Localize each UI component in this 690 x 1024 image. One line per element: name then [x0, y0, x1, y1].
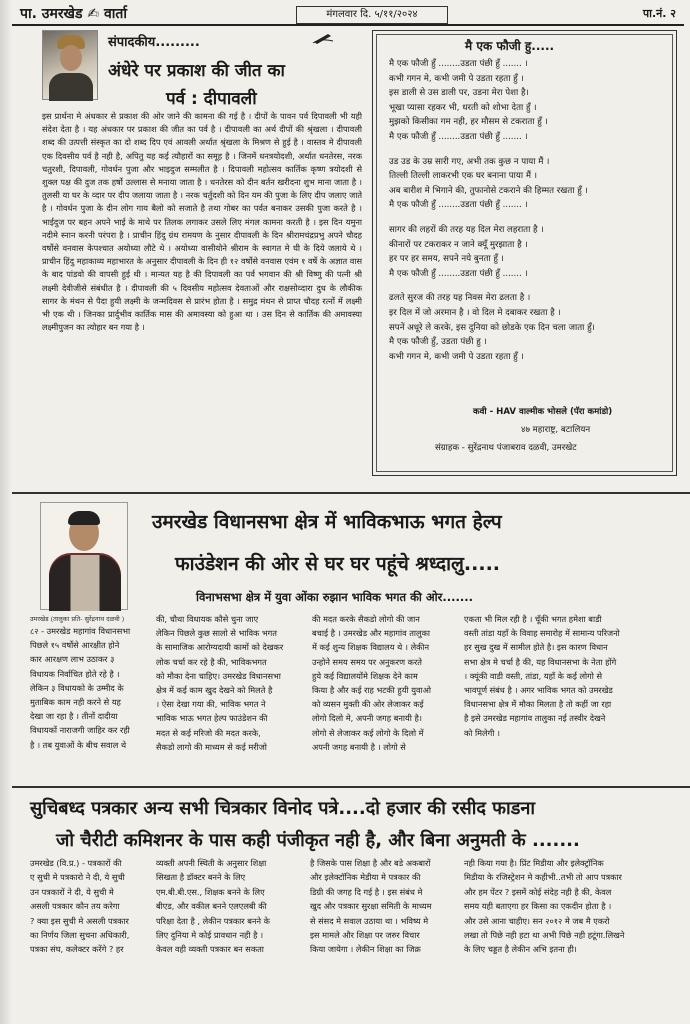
poem-line: कभी गगन मे, कभी जमी पे उडता रहता हुँ । [389, 351, 524, 362]
poem-line: तिल्ली तिल्ली लाकरभी एक घर बनाना पाया मैं । [389, 171, 537, 182]
article3-column-2: व्यक्ती अपनी स्थिती के अनुसार शिक्षा सिखता है डॉक्टर बनने के लिए एम.बी.बी.एस., शिक्षक बनने के लिए बीएड, और वकील बनने एलएलबी की परिक्षा देता है , लेकीन पत्रकार बनने के लिए दुनिया मे कोई प्रावधान नही है । केवल वही व्यक्ती पत्रकार बन सकता [156, 858, 270, 955]
editorial-headline-line2: पर्व : दीपावली [166, 89, 257, 109]
section-divider [12, 492, 690, 494]
poem-box [372, 30, 677, 476]
poem-author: कवी - HAV वाल्मीक भोसले (पॅरा कमांडो) [473, 407, 613, 417]
stanza-gap [389, 213, 659, 223]
article2-column-2: की, चौथा विधायक कौसे चुना जाए लेकिन पिछले कुछ सालो से भाविक भगत के सामाजिक आरोग्यदायी कामों को देखकर लोक चर्चा कर रहे है की, भाविकभगत को मौका देना चाहिए। उमरखेड विधानसभा क्षेत्र में कई काम खुद देखने को मिलते है । ऐसा देखा गया की, भाविक भगत ने भाविक भाऊ भगत हेल्प फाउंडेशन की मदत से कई मरिजो की मदत करके, सैकडो लागो की माध्यम से कई मरीजो [156, 614, 284, 752]
poem-line: मै एक फौजी हुँ, उडता पंछी हु । [389, 337, 487, 348]
page-edge-shadow [0, 0, 12, 1024]
article2-column-3: की मदत करके सैकडो लोगो की जान बचाई है । उमरखेड और महागांव तालुका में कई शुन्य शिक्षक विद्यालय थे । लेकीन उन्होने समय समय पर अनुकरण करते हुये कई विद्यालयोंमे शिक्षक देने काम किया है और कई राह भटकी हुयी युवाओ को व्यसन मुक्ती की ओर लेजाकर कई लोगो दिलो मे, अपनी जगह बनायी है। लोगो से लेजाकर कई लोगो के दिलो में अपनी जगह बनायी है । लोगो से [312, 614, 431, 752]
poem-line: ढलते सुरज की तरह यह निवस मेरा ढलता है । [389, 293, 531, 304]
article2-headline-line1: उमरखेड विधानसभा क्षेत्र में भाविकभाऊ भगत हेल्प [152, 511, 502, 533]
poem-line: हर पर हर समय, सपने नये बुनता हुँ । [389, 254, 504, 265]
editorial-headline-line1: अंधेरे पर प्रकाश की जीत का [108, 61, 285, 81]
article2-headline-line2: फाउंडेशन की ओर से घर घर पहूंचे श्रध्दालु..... [175, 553, 501, 575]
article2-column-4: एकता भी मिल रही है । चूँकी भगत हमेशा बाडी वस्ती तांडा यहाँ के विवाह समारोह में सामान्य परिजनो हर सुख दुख में सामील होते है। इस कारण विधान सभा क्षेत्र मे चर्चा है की, यह विधानसभा के नेता होंगे । क्यूंकी वाडी वस्ती, तांडा, यहाँ के कई लोगो से भावपूर्ण संबंध है । अगर भाविक भगत को उमरखेड विधानसभा क्षेत्र में मौका मिलता है तो कहीं जा रहा है इसे उमरखेड महागांव तालुका नई तस्वीर देखने को मिलेगी । [464, 614, 620, 738]
poem-unit: ४७ महाराष्ट्र, बटालियन [521, 425, 591, 435]
poem-compiler: संग्राहक - सुरेंद्रनाथ पंजाबराव दळवी, उमरखेट [435, 443, 577, 453]
article2-photo-caption: उमरखेड (तालुका प्रति- सुरेंद्रनाथ दळवी ) [30, 615, 125, 623]
editorial-label: संपादकीय......... [108, 35, 200, 50]
article3-column-4: नही किया गया है। प्रिंट मिडीया और इलेक्ट्रॉनिक मिडीया के रजिस्ट्रेशन मे कहीभी..तभी तो आप पत्रकार और हम पेंटर ? इसमें कोई संदेह नही है की, केवल समय यही बताएगा हर किसा का एकदीन होता है । और उसे आना चाहीए। सन २०१२ मे जब मै एकरो लखा तो पिछे नही हटा था अभी पिछे नही हटूंगा.लिखने के लिए चड्डत है लेकीन अभि इतना ही। [464, 858, 625, 955]
poem-line: कभी गगन मे, कभी जमी पे उडता रहता हुँ । [389, 73, 524, 84]
masthead [12, 2, 684, 26]
editorial-section [42, 30, 362, 482]
article3-column-1: उमरखेड (वि.प्र.) - पत्रकारों की ए सुची मे पत्रकारो ने दी, ये सुची उन पत्रकारों ने दी, ये सुची मे असली पत्रकार कौन तय करेगा ? क्या इस सुची मे असली पत्रकार का निर्णय जिला सुचना अधिकारी, पत्रका संघ, कलेक्टर करेंगे ? हर [30, 858, 130, 955]
newspaper-name: पा. उमरखेड ✍ वार्ता [20, 6, 127, 22]
article2-photo [40, 502, 128, 610]
poem-line: मै एक फौजी हुँ ........उडता पंछी हुँ ....... । [389, 59, 528, 69]
poem-line: मै एक फौजी हुँ ........उडता पंछी हुँ ....... । [389, 200, 528, 211]
poem-line: इर दिल में जो अरमान है । वो दिल मे दबाकर रखता है । [389, 307, 561, 318]
stanza-gap [389, 281, 659, 291]
poem-line: भूखा प्यासा रहकर भी, धरती को शोभा देता हुँ । [389, 102, 537, 113]
editorial-body: इस प्रार्थना मे अंधकार से प्रकाश की ओर जाने की कामना की गई है । दीपों के पावन पर्व दिपावली भी यही संदेश देता है । यह अंधकार पर प्रकाश की जीत का पर्व है । दीपावली का अर्थ दीपों की श्रृंखला । दीपावली शब्द की उत्पत्ती संस्कृत का दो शब्द दिप एवं आवली अर्थात श्रृंखला के मिश्रण से हुई है । वास्तव मे दीपावली एक दिवसीय पर्व है नही है, अपितु यह कई त्यौहारों का समूह है । जिनमें धनत्रयोदशी, अर्थात धनतेरस, नरक चतुरशी, दिपावली, गोवर्धन पुजा और भाइदुज सम्मलीत है । दिपावली महोत्सव कार्तिक कृष्ण त्रयोदशी से शुक्ल पक्ष की दुज तक हर्षो उल्लास से मनाया जाता है । धनतेरस को दीन बर्तन खरीदना शुभ माना जाता है । तुलसी या घर के व्दार पर दीप जलाया जाता है । नरक चर्तुदशी को दिन यम की पुजा के लिए दीप जलाए जाते है । गोवर्धन पुजा के दीन लोग गाय बैलो को सजाते है तथा गोबर का पर्वत बनाकर उसकी पुजा करते है । भाईदुज पर बहन अपने भाई के माथे पर तिलक लगाकर उसले लिए मंगल कामना करती है । इस दिन यमुना नदीमे स्नान करनी परंपरा है । प्राचीन हिंदु ग्रंथ रामयण के नुसार दीपावली के दिन श्रीरामचंद्रप्रभु अपने चौदह वर्षोसे वनवास केपश्चात अयोध्या लौटे थे । अयोध्या वासीयोने श्रीराम के स्वागत मे घी के दिये जलाये थे । प्राचीन हिंदु महाकाव्य महाभारत के अनुसार दीपावली के दिन ही १२ वर्षोसे वनवास एवंम १ वर्षे के अज्ञात वास के बाद पांडवो की वापसी हुई थी । मान्यत यह है की दिपावली का पर्व भगवान की श्री विष्णु की पत्नी श्री लक्ष्मी देवीजीसे संबंधीत है । दीपावली की ५ दिवसीय महोत्सव देवताओं और राक्षसोव्दारा दुध के लौकीक सागर के मंथन से पैदा हुयी लक्ष्मी के जन्मदिवस से प्रारंभ होता है । समुद्र मंथन से प्राप्त चौदह रत्नों में लक्ष्मी भी एक थी । जिनका प्रार्दुभीव कार्तिक मास की अमावस्या को हुआ था । उस दिन से कार्तिक की अमावस्या लक्ष्मीपुजन का त्योहार बन गया है । [42, 111, 362, 333]
article3-headline-line2: जो चैरीटी कमिशनर के पास कही पंजीकृत नही है, और बिना अनुमती के ....... [56, 830, 580, 851]
stanza-gap [389, 145, 659, 155]
poem-line: कीनारों पर टकराकर न जाने क्यूँ मुरझाता है । [389, 239, 528, 250]
poem-line: सपनें अधूरे ले करके, इस दुनिया को छोडके एक दिन चला जाता हुँ। [389, 322, 595, 333]
issue-date: मंगलवार दि. ५/११/२०२४ [296, 6, 448, 24]
article3-headline-line1: सुचिबध्द पत्रकार अन्य सभी चित्रकार विनोद पत्रे....दो हजार की रसीद फाडना [30, 798, 536, 819]
poem-title: मै एक फौजी हु..... [465, 39, 555, 53]
article3-column-3: है जिसके पास शिक्षा है और बडे अकबारों और इलेक्टॉनिक मेडीया मे पत्रकार की डिग्री की जगह दि गई है । इस संबंध मे खुद और पत्रकार सुरक्षा समिती के माध्यम से संसद मे सवाल उठाया था । भविष्य मे इस मामले और शिक्षा पर जरुर विचार किया जायेगा । लेकीन शिक्षा का जिक्र [310, 858, 432, 955]
article2-subhead: विनाभसभा क्षेत्र में युवा ओंका रुझान भाविक भगत की ओर....... [196, 590, 473, 604]
poem-line: उड उड के उम्र सारी गए, अभी तक कुछ न पाया मैं । [389, 156, 550, 167]
poem-line: मै एक फौजी हुँ ........उडता पंछी हुँ ....... । [389, 268, 528, 279]
poem-line: मै एक फौजी हुँ ........उडता पंछी हुँ ....... । [389, 131, 528, 142]
poem-lines [389, 57, 659, 364]
page-number: पा.नं. २ [642, 7, 676, 20]
article2-column-1: ८२ - उमरखेड महागांव विधानसभा पिछले १५ वर्षोसे आरक्षीत होने कार आरक्षण लाभ उठाकर ३ विधायक निर्वाचित होते रहे है । लेकिन ३ विधायको के उम्मीद के मुताबिक काम नही करने से यह देखा जा रहा है । तीनों दादीया विधायकों नाराजगी जाहिर कर रही है । तब युवाओं के बीच सवाल थे [30, 626, 131, 750]
editor-photo [42, 30, 98, 100]
pen-icon [312, 32, 334, 44]
poem-line: अब बारीश मे भिगाने की, तुफानोसे टकराने की हिम्मत रखता हुँ । [389, 185, 588, 196]
poem-line: मुझको किसीका गम नही, हर मौसम से टकराता हुँ । [389, 117, 548, 128]
poem-line: इस डाली से उस डाली पर, उडना मेरा पेशा है। [389, 88, 529, 99]
poem-line: सागर की लहरों की तरह यह दिल मेरा लहराता है । [389, 224, 544, 235]
section-divider [12, 786, 690, 788]
